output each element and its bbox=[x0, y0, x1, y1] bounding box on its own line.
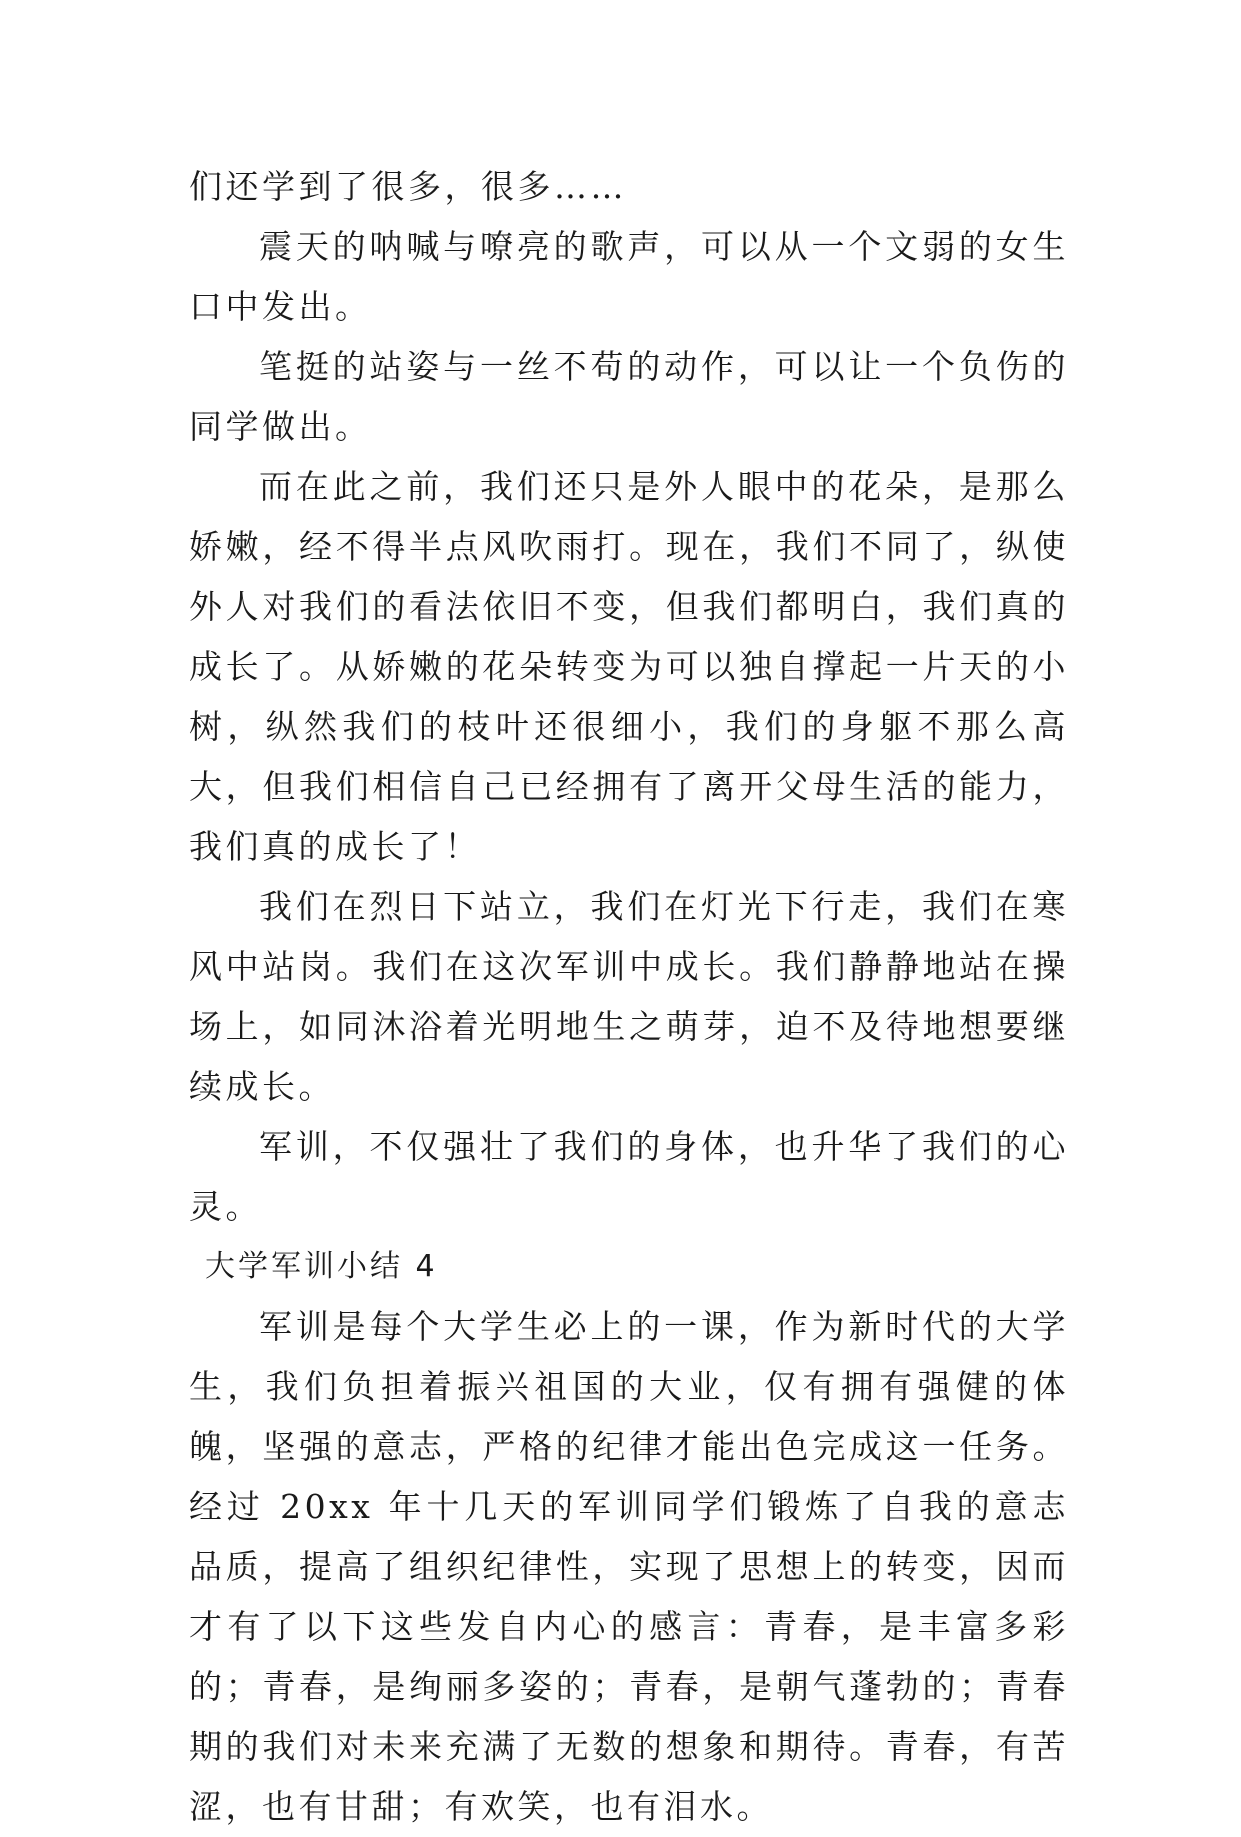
paragraph: 军训，不仅强壮了我们的身体，也升华了我们的心灵。 bbox=[189, 1127, 1069, 1226]
paragraph: 们还学到了很多，很多…… bbox=[189, 167, 627, 206]
paragraph: 而在此之前，我们还只是外人眼中的花朵，是那么娇嫩，经不得半点风吹雨打。现在，我们不同了，纵使外人对我们的看法依旧不变，但我们都明白，我们真的成长了。从娇嫩的花朵转变为可以独自撑起一片天的小树，纵然我们的枝叶还很细小，我们的身躯不那么高大，但我们相信自己已经拥有了离开父母生活的能力，我们真的成长了！ bbox=[189, 467, 1069, 866]
document-body bbox=[189, 157, 1069, 1837]
section-heading: 大学军训小结 4 bbox=[205, 1249, 438, 1284]
paragraph: 我们在烈日下站立，我们在灯光下行走，我们在寒风中站岗。我们在这次军训中成长。我们静静地站在操场上，如同沐浴着光明地生之萌芽，迫不及待地想要继续成长。 bbox=[189, 887, 1069, 1106]
paragraph: 震天的呐喊与嘹亮的歌声，可以从一个文弱的女生口中发出。 bbox=[189, 227, 1069, 326]
paragraph: 军训是每个大学生必上的一课，作为新时代的大学生，我们负担着振兴祖国的大业，仅有拥有强健的体魄，坚强的意志，严格的纪律才能出色完成这一任务。经过 20xx 年十几天的军训同学们锻炼了自我的意志品质，提高了组织纪律性，实现了思想上的转变，因而才有了以下这些发自内心的感言：青春，是丰富多彩的；青春，是绚丽多姿的；青春，是朝气蓬勃的；青春期的我们对未来充满了无数的想象和期待。青春，有苦涩，也有甘甜；有欢笑，也有泪水。 bbox=[189, 1307, 1069, 1826]
paragraph: 笔挺的站姿与一丝不苟的动作，可以让一个负伤的同学做出。 bbox=[189, 347, 1069, 446]
